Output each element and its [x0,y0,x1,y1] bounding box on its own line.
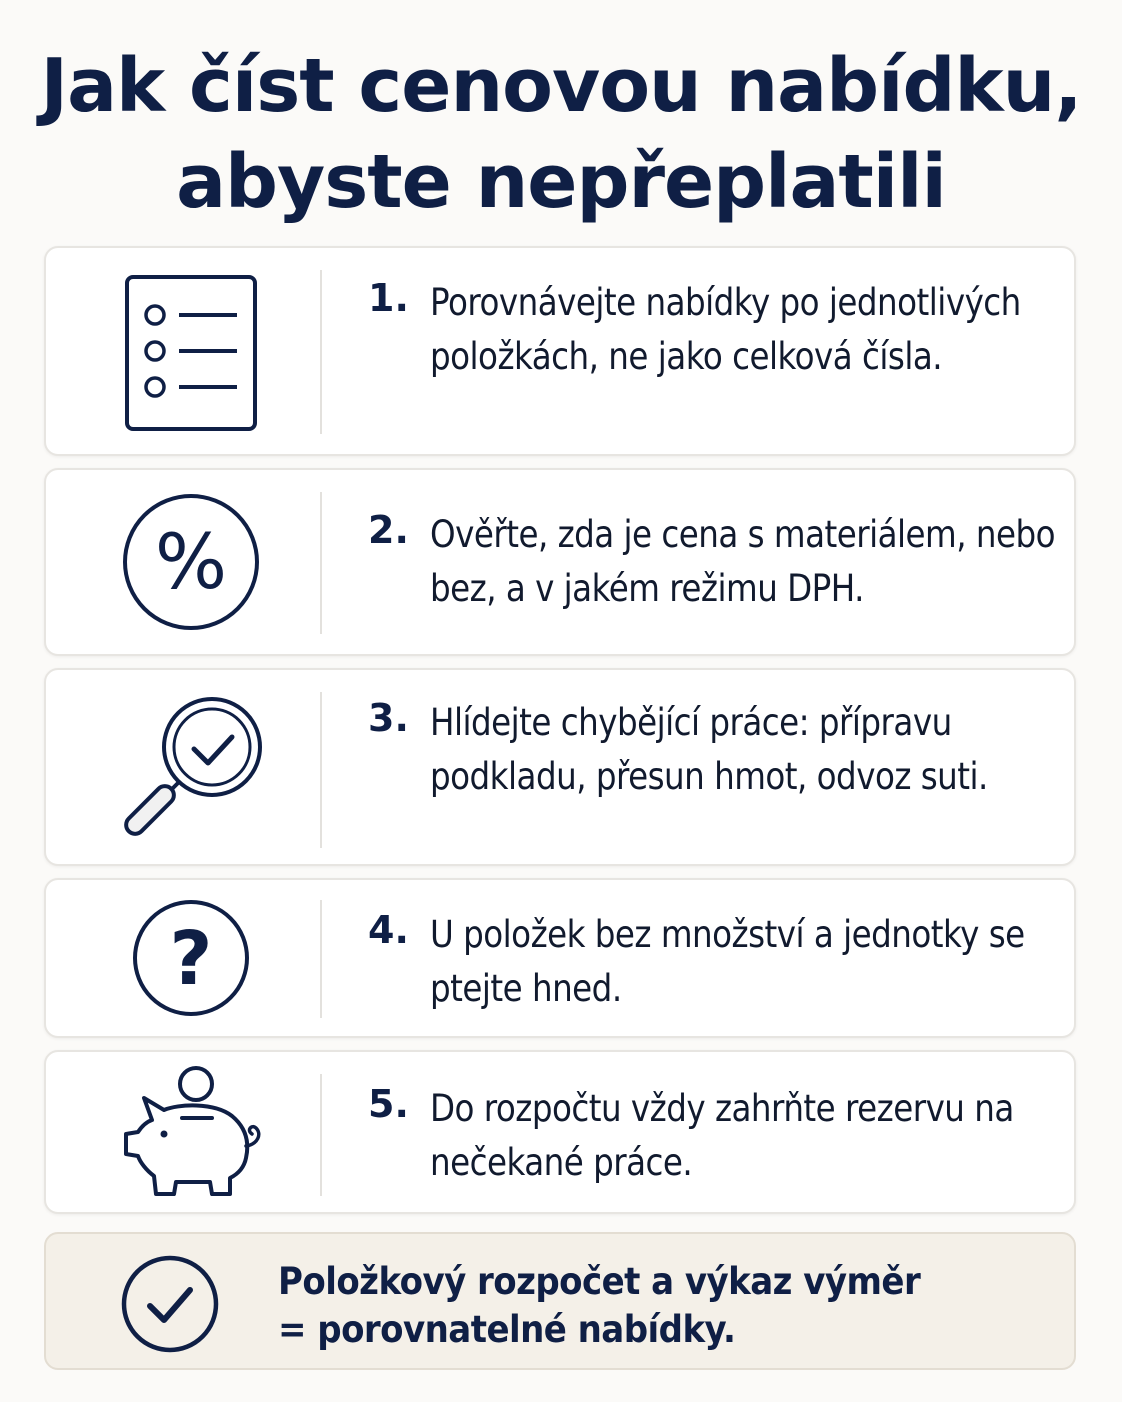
card-divider [320,900,322,1018]
magnifier-check-icon [106,692,276,844]
tip-card-2 [44,468,1076,656]
card-divider [320,492,322,634]
title-line-1: Jak číst cenovou nabídku, [40,43,1082,129]
check-circle-icon [120,1254,220,1354]
summary-box [44,1232,1076,1370]
checklist-icon [106,272,276,434]
card-divider [320,270,322,434]
tip-card-4 [44,878,1076,1038]
svg-text:%: % [154,517,228,606]
summary-line-1: Položkový rozpočet a výkaz výměr [278,1260,921,1303]
tip-number: 1. [368,276,409,320]
summary-text [278,1258,940,1354]
tip-text: U položek bez množství a jednotky se ptejte hned. [430,913,1025,1010]
tip-text: Porovnávejte nabídky po jednotlivých položkách, ne jako celková čísla. [430,281,1021,378]
tip-text: Hlídejte chybějící práce: přípravu podkladu, přesun hmot, odvoz suti. [430,701,988,798]
tip-text: Ověřte, zda je cena s materiálem, nebo bez, a v jakém režimu DPH. [430,513,1056,610]
tip-number: 5. [368,1082,409,1126]
card-divider [320,1074,322,1196]
piggy-bank-icon [106,1060,276,1208]
tip-card-1 [44,246,1076,456]
tip-card-5 [44,1050,1076,1214]
tip-card-3 [44,668,1076,866]
card-divider [320,692,322,848]
percent-icon [106,492,276,632]
tip-number: 4. [368,908,409,952]
summary-line-2: = porovnatelné nabídky. [278,1308,736,1351]
title-line-2: abyste nepřeplatili [176,139,946,225]
page-title [0,38,1122,230]
svg-text:?: ? [169,916,213,1002]
tip-number: 3. [368,696,409,740]
tip-number: 2. [368,508,409,552]
question-icon [106,896,276,1020]
tip-text: Do rozpočtu vždy zahrňte rezervu na nečekané práce. [430,1087,1014,1184]
